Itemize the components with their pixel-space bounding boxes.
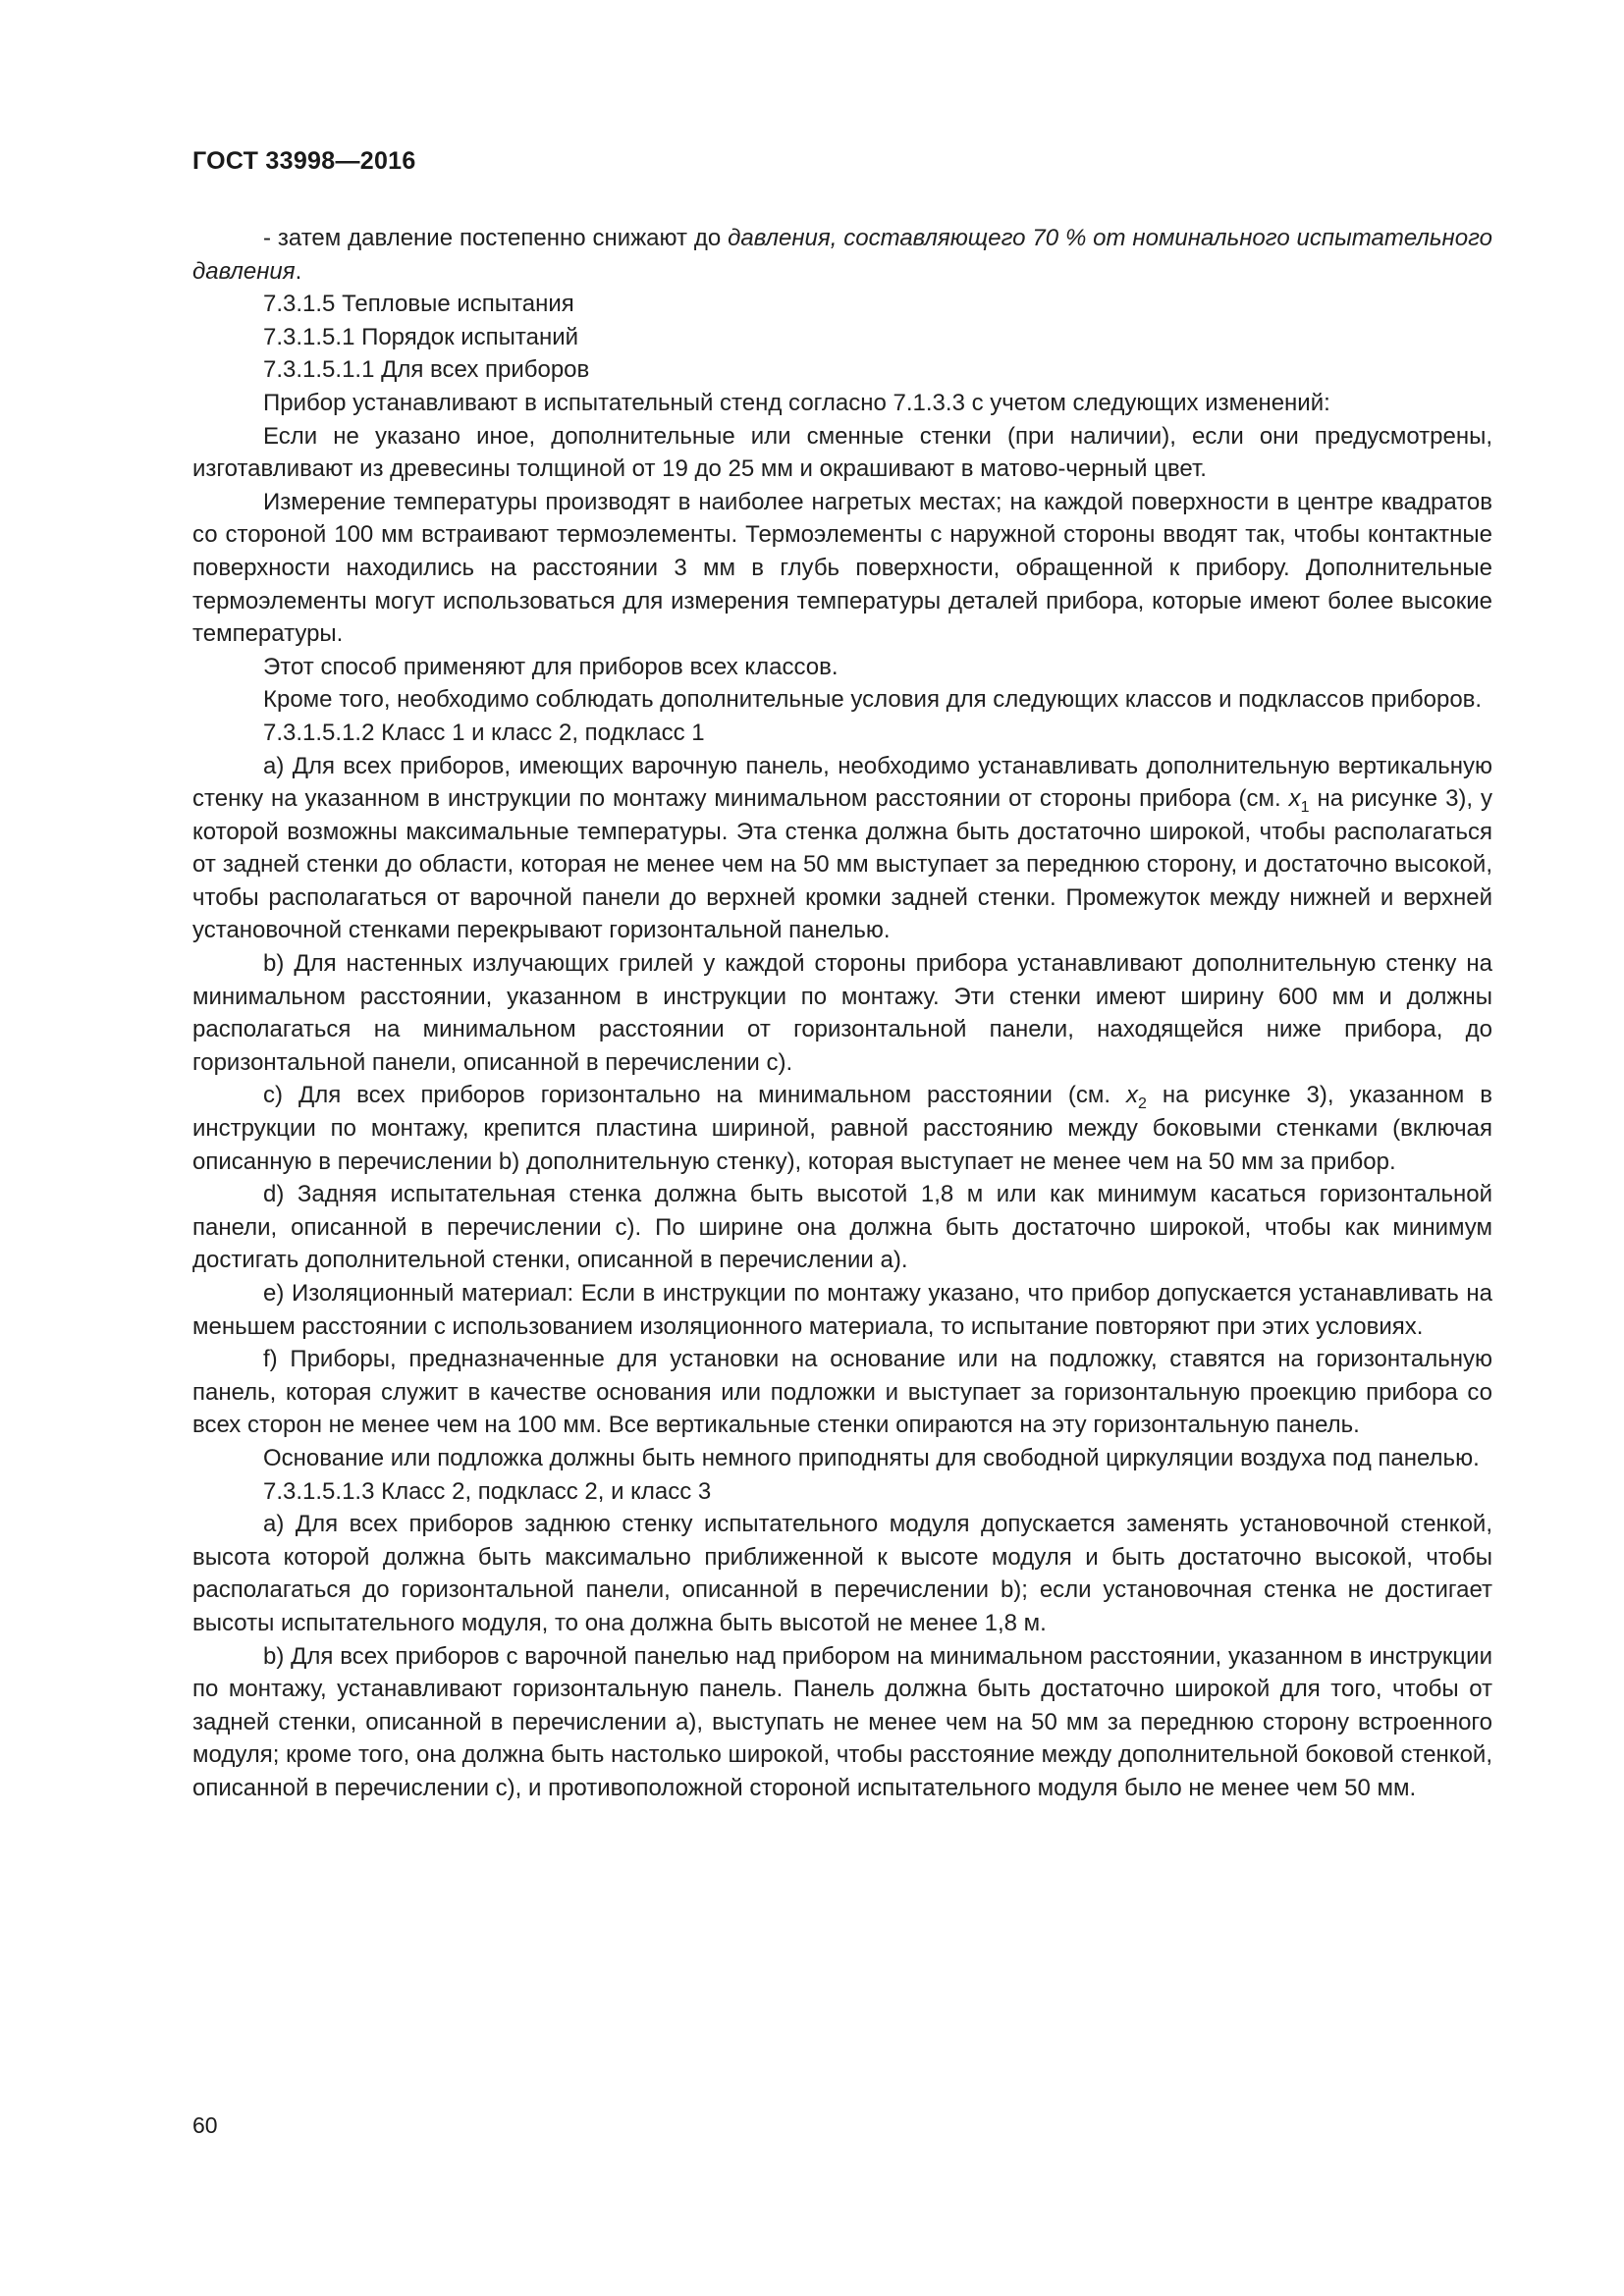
paragraph-text: на рисунке 3), указанном в инструкции по монтажу, крепится пластина шириной, равной расстоянию между боковыми стенками (включая описанную в перечислении b) дополнительную стенку), которая выступает не менее чем на 50 мм за прибор.: [192, 1082, 1492, 1175]
list-item-a: [192, 750, 1492, 948]
paragraph: Прибор устанавливают в испытательный стенд согласно 7.1.3.3 с учетом следующих изменений:: [263, 389, 1330, 416]
paragraph: Основание или подложка должны быть немного приподняты для свободной циркуляции воздуха под панелью.: [263, 1444, 1480, 1471]
list-item-a: а) Для всех приборов заднюю стенку испытательного модуля допускается заменять установочной стенкой, высота которой должна быть максимально приближенной к высоте модуля и быть достаточно высокой, чтобы располагаться до горизонтальной панели, описанной в перечислении b); если установочная стенка не достигает высоты испытательного модуля, то она должна быть высотой не менее 1,8 м.: [192, 1511, 1492, 1636]
paragraph-pressure-reduction: [192, 222, 1492, 288]
paragraph: Измерение температуры производят в наиболее нагретых местах; на каждой поверхности в центре квадратов со стороной 100 мм встраивают термоэлементы. Термоэлементы с наружной стороны вводят так, чтобы контактные поверхности находились на расстоянии 3 мм в глубь поверхности, обращенной к прибору. Дополнительные термоэлементы могут использоваться для измерения температуры деталей прибора, которые имеют более высокие температуры.: [192, 488, 1492, 648]
paragraph-text: - затем давление постепенно снижают до: [263, 225, 729, 251]
paragraph-italic-text: давления, составляющего 70 % от номинального испытательного давления: [192, 225, 1492, 285]
math-subscript: 1: [1300, 798, 1310, 816]
paragraph: Кроме того, необходимо соблюдать дополнительные условия для следующих классов и подклассов приборов.: [263, 686, 1483, 714]
paragraph: Если не указано иное, дополнительные или сменные стенки (при наличии), если они предусмотрены, изготавливают из древесины толщиной от 19 до 25 мм и окрашивают в матово-черный цвет.: [192, 422, 1492, 483]
list-item-b: b) Для настенных излучающих грилей у каждой стороны прибора устанавливают дополнительную стенку на минимальном расстоянии, указанном в инструкции по монтажу. Эти стенки имеют ширину 600 мм и должны располагаться на минимальном расстоянии от горизонтальной панели, находящейся ниже прибора, до горизонтальной панели, описанной в перечислении с).: [192, 950, 1492, 1076]
math-subscript: 2: [1137, 1095, 1147, 1113]
section-heading-7-3-1-5-1-2: 7.3.1.5.1.2 Класс 1 и класс 2, подкласс 1: [263, 719, 705, 746]
paragraph-text: с) Для всех приборов горизонтально на минимальном расстоянии (см.: [263, 1082, 1126, 1109]
paragraph-text: а) Для всех приборов, имеющих варочную панель, необходимо устанавливать дополнительную вертикальную стенку на указанном в инструкции по монтажу минимальном расстоянии от стороны прибора (см.: [192, 752, 1492, 813]
list-item-f: f) Приборы, предназначенные для установки на основание или на подложку, ставятся на горизонтальную панель, которая служит в качестве основания или подложки и выступает за горизонтальную проекцию прибора со всех сторон не менее чем на 100 мм. Все вертикальные стенки опираются на эту горизонтальную панель.: [192, 1346, 1492, 1439]
paragraph: Этот способ применяют для приборов всех классов.: [263, 653, 839, 680]
list-item-d: d) Задняя испытательная стенка должна быть высотой 1,8 м или как минимум касаться горизонтальной панели, описанной в перечислении с). По ширине она должна быть достаточно широкой, чтобы как минимум достигать дополнительной стенки, описанной в перечислении а).: [192, 1181, 1492, 1274]
paragraph-text: .: [295, 257, 302, 285]
math-variable: x: [1288, 785, 1301, 813]
document-body: [192, 222, 1492, 1805]
list-item-e: е) Изоляционный материал: Если в инструкции по монтажу указано, что прибор допускается устанавливать на меньшем расстоянии с использованием изоляционного материала, то испытание повторяют при этих условиях.: [192, 1280, 1492, 1340]
section-heading-7-3-1-5-1-1: 7.3.1.5.1.1 Для всех приборов: [263, 356, 590, 384]
list-item-b: b) Для всех приборов с варочной панелью над прибором на минимальном расстоянии, указанном в инструкции по монтажу, устанавливают горизонтальную панель. Панель должна быть достаточно широкой для того, чтобы от задней стенки, описанной в перечислении а), выступать не менее чем на 50 мм за переднюю сторону встроенного модуля; кроме того, она должна быть настолько широкой, чтобы расстояние между дополнительной боковой стенкой, описанной в перечислении с), и противоположной стороной испытательного модуля было не менее чем 50 мм.: [192, 1642, 1492, 1801]
document-page: [192, 0, 1492, 2296]
list-item-c: [192, 1079, 1492, 1178]
section-heading-7-3-1-5-1: 7.3.1.5.1 Порядок испытаний: [263, 323, 579, 350]
section-heading-7-3-1-5-1-3: 7.3.1.5.1.3 Класс 2, подкласс 2, и класс 3: [263, 1477, 712, 1505]
section-heading-7-3-1-5: 7.3.1.5 Тепловые испытания: [263, 291, 574, 318]
document-header-code: ГОСТ 33998—2016: [192, 147, 416, 175]
page-number: 60: [192, 2112, 218, 2138]
math-variable: x: [1125, 1082, 1138, 1109]
paragraph-text: на рисунке 3), у которой возможны максимальные температуры. Эта стенка должна быть достаточно широкой, чтобы располагаться от задней стенки до области, которая не менее чем на 50 мм выступает за переднюю сторону, и достаточно высокой, чтобы располагаться от варочной панели до верхней кромки задней стенки. Промежуток между нижней и верхней установочной стенками перекрывают горизонтальной панелью.: [192, 785, 1493, 944]
